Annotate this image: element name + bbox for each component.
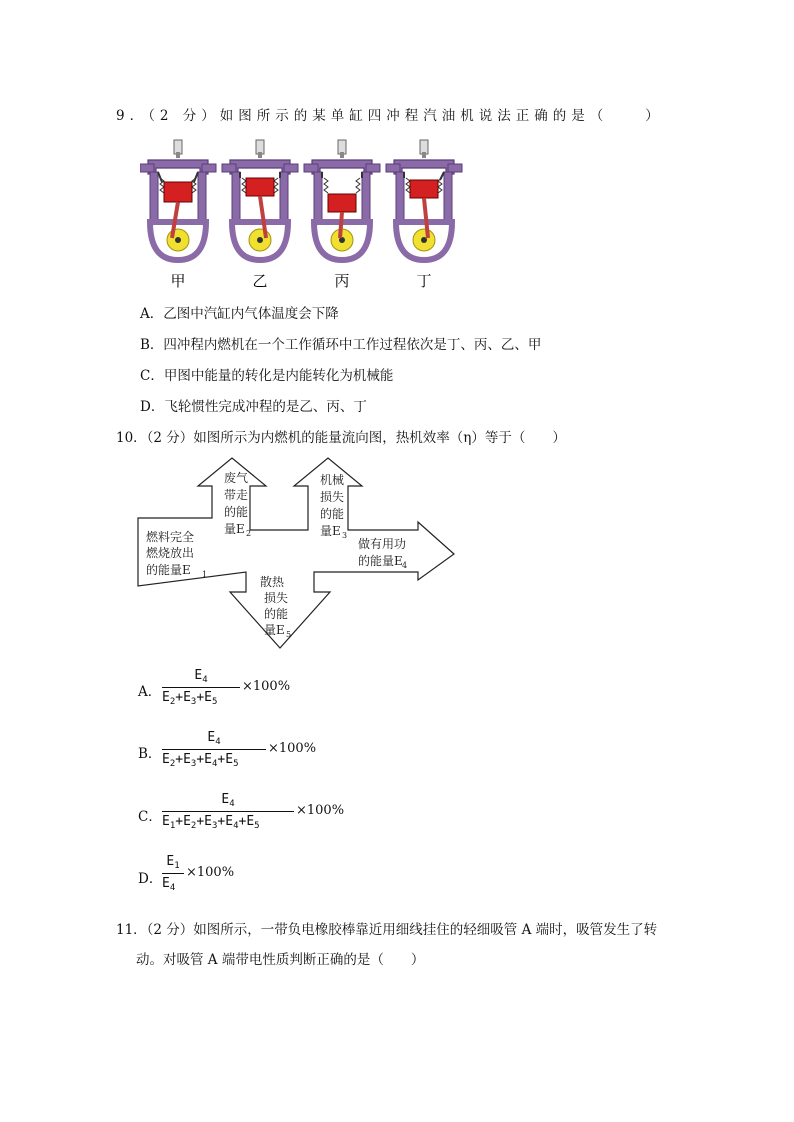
e5-line3: 的能: [264, 607, 289, 621]
q10-option-c-formula[interactable]: [162, 792, 402, 836]
q10-d-numerator: $E_1$: [166, 854, 180, 871]
q10-option-c-label[interactable]: C．: [138, 809, 162, 825]
e3-line1: 机械: [320, 473, 345, 487]
engine-jia: [140, 140, 216, 260]
e3-line2: 损失: [320, 490, 345, 504]
e2-line4: 量E: [224, 522, 245, 536]
q10-stem: 10．（2 分）如图所示为内燃机的能量流向图，热机效率（η）等于（ ）: [116, 430, 566, 446]
q10-a-fraction-bar: [162, 687, 240, 688]
engine-strokes-figure: [140, 138, 480, 298]
q10-option-a-formula[interactable]: [162, 668, 362, 712]
q10-b-percent: ×100%: [268, 741, 317, 756]
e5-line2: 损失: [264, 591, 289, 605]
q10-c-denominator: $E_1+E_2+E_3+E_4+E_5$: [162, 814, 260, 831]
q11-stem-line2: 动。对吸管 A 端带电性质判断正确的是（ ）: [136, 952, 425, 968]
q10-c-fraction-bar: [162, 811, 294, 812]
q10-option-d-formula[interactable]: [162, 854, 282, 898]
q10-b-numerator: $E_4$: [207, 730, 221, 747]
e5-line4: 量E: [264, 623, 285, 637]
q10-option-b-formula[interactable]: [162, 730, 382, 774]
q10-a-percent: ×100%: [242, 679, 291, 694]
e5-sub: 5: [286, 630, 292, 639]
q10-d-denominator: $E_4$: [162, 876, 176, 893]
q10-option-a-label[interactable]: A．: [138, 684, 162, 700]
q10-option-d-label[interactable]: D．: [138, 871, 163, 887]
e4-sub: 4: [402, 561, 408, 570]
q10-option-b-label[interactable]: B．: [138, 746, 162, 762]
q10-c-percent: ×100%: [296, 803, 345, 818]
e3-line4: 量E: [320, 524, 341, 538]
engine-label-jia: 甲: [170, 272, 186, 290]
e4-line1: 做有用功: [358, 537, 407, 551]
e2-line1: 废气: [224, 471, 249, 485]
q9-option-d[interactable]: D．飞轮惯性完成冲程的是乙、丙、丁: [140, 399, 367, 415]
q10-b-denominator: $E_2+E_3+E_4+E_5$: [162, 752, 239, 769]
energy-flow-diagram: [136, 456, 466, 656]
q10-d-percent: ×100%: [186, 865, 235, 880]
q11-stem-line1: 11．（2 分）如图所示，一带负电橡胶棒靠近用细线挂住的轻细吸管 A 端时，吸管发生了转: [116, 922, 658, 938]
engine-bing: [304, 140, 380, 260]
q9-option-b[interactable]: B．四冲程内燃机在一个工作循环中工作过程依次是丁、丙、乙、甲: [140, 337, 542, 353]
q9-stem: 9．（2 分）如图所示的某单缸四冲程汽油机说法正确的是（ ）: [116, 108, 664, 124]
e4-line2: 的能量E: [358, 554, 403, 568]
engine-label-bing: 丙: [334, 272, 350, 290]
e1-line2: 燃烧放出: [146, 546, 195, 560]
e1-line1: 燃料完全: [146, 530, 195, 544]
e3-sub: 3: [342, 531, 348, 540]
e2-line2: 带走: [224, 488, 249, 502]
e1-line3: 的能量E: [146, 563, 191, 577]
q10-a-numerator: $E_4$: [194, 668, 208, 685]
e1-sub: 1: [202, 570, 208, 579]
q9-option-c[interactable]: C．甲图中能量的转化是内能转化为机械能: [140, 368, 394, 384]
e5-line1: 散热: [260, 575, 285, 589]
q10-c-numerator: $E_4$: [221, 792, 235, 809]
engine-ding: [386, 140, 462, 260]
engine-yi: [222, 140, 298, 260]
q9-option-a[interactable]: A．乙图中汽缸内气体温度会下降: [140, 306, 339, 322]
e2-sub: 2: [246, 529, 252, 538]
e2-line3: 的能: [224, 505, 249, 519]
q10-a-denominator: $E_2+E_3+E_5$: [162, 690, 218, 707]
q10-b-fraction-bar: [162, 749, 266, 750]
engine-label-yi: 乙: [252, 272, 268, 290]
engine-label-ding: 丁: [416, 272, 432, 290]
e3-line3: 的能: [320, 507, 345, 521]
q10-d-fraction-bar: [162, 873, 184, 874]
